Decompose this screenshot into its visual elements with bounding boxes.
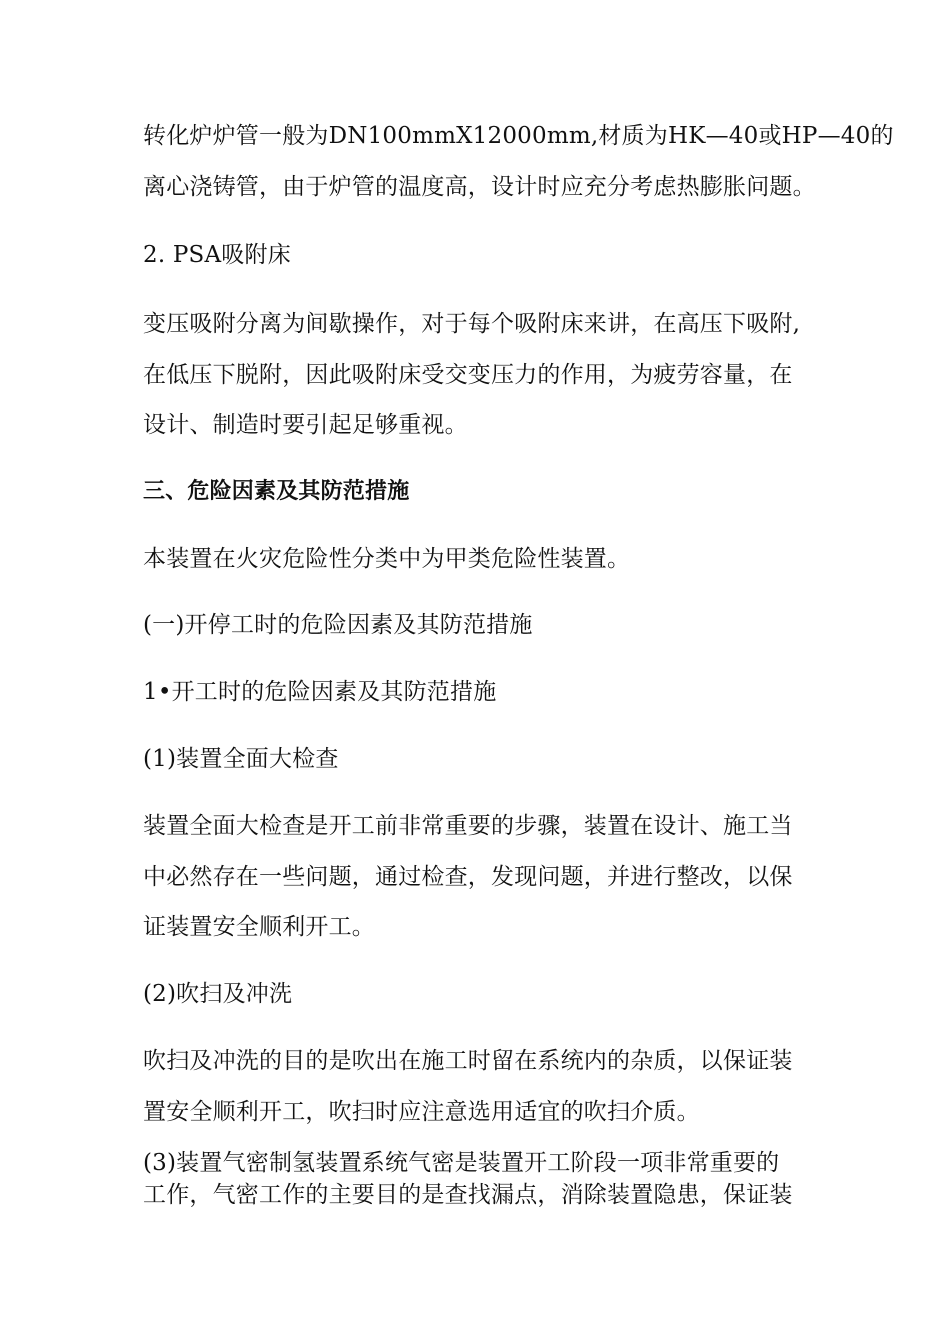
paragraph-airtight-line-2: 工作，气密工作的主要目的是查找漏点，消除装置隐患，保证装 — [143, 1182, 793, 1208]
subheading-full-inspection: (1)装置全面大检查 — [143, 746, 339, 772]
paragraph-psa-line-2: 在低压下脱附，因此吸附床受交变压力的作用，为疲劳容量，在 — [143, 362, 793, 388]
paragraph-psa-line-1: 变压吸附分离为间歇操作，对于每个吸附床来讲，在高压下吸附, — [143, 311, 801, 337]
section-psa-adsorber: 2. PSA吸附床 — [143, 242, 291, 268]
paragraph-furnace-tube-line-2: 离心浇铸管，由于炉管的温度高，设计时应充分考虑热膨胀问题。 — [143, 174, 816, 200]
paragraph-purge-line-2: 置安全顺利开工，吹扫时应注意选用适宜的吹扫介质。 — [143, 1099, 700, 1125]
paragraph-fire-classification: 本装置在火灾危险性分类中为甲类危险性装置。 — [143, 546, 631, 572]
paragraph-inspection-line-2: 中必然存在一些问题，通过检查，发现问题，并进行整改，以保 — [143, 864, 793, 890]
subheading-purge-flush: (2)吹扫及冲洗 — [143, 981, 293, 1007]
paragraph-psa-line-3: 设计、制造时要引起足够重视。 — [143, 412, 468, 438]
heading-hazards-and-measures: 三、危险因素及其防范措施 — [143, 479, 410, 504]
subheading-startup-shutdown: (一)开停工时的危险因素及其防范措施 — [143, 612, 533, 638]
subheading-startup-hazards: 1•开工时的危险因素及其防范措施 — [143, 679, 497, 705]
paragraph-inspection-line-3: 证装置安全顺利开工。 — [143, 914, 375, 940]
paragraph-furnace-tube-line-1: 转化炉炉管一般为DN100mmX12000mm,材质为HK—40或HP—40的 — [143, 123, 894, 149]
paragraph-airtight-line-1: (3)装置气密制氢装置系统气密是装置开工阶段一项非常重要的 — [143, 1150, 780, 1176]
paragraph-inspection-line-1: 装置全面大检查是开工前非常重要的步骤，装置在设计、施工当 — [143, 813, 793, 839]
paragraph-purge-line-1: 吹扫及冲洗的目的是吹出在施工时留在系统内的杂质，以保证装 — [143, 1048, 793, 1074]
